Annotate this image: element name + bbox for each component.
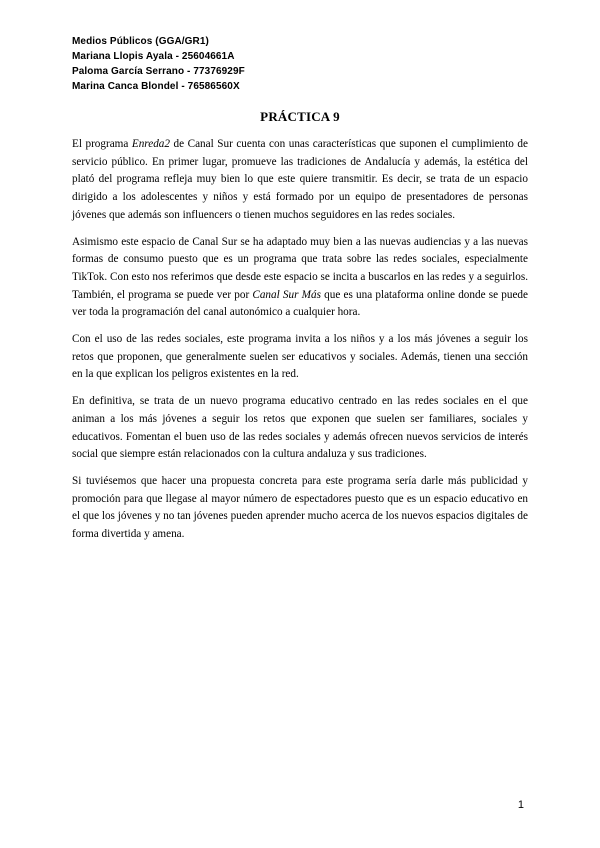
- course-line: Medios Públicos (GGA/GR1): [72, 36, 209, 47]
- author-line: Mariana Llopis Ayala - 25604661A: [72, 51, 235, 62]
- paragraph-text: de Canal Sur cuenta con unas características que suponen el cumplimiento de servicio público. En primer lugar, promueve las tradiciones de Andalucía y además, la estética del plató del programa refleja muy bien lo que este quiere transmitir. Es decir, se trata de un espacio dirigido a los adolescentes y niños y está formado por un equipo de presentadores de personas jóvenes que además son influencers o tienen muchos seguidores en las redes sociales.: [72, 138, 528, 221]
- author-header: [72, 34, 532, 94]
- paragraph: Con el uso de las redes sociales, este programa invita a los niños y a los más jóvenes a seguir los retos que proponen, que generalmente suelen ser educativos y sociales. Además, tienen una sección en la que explican los peligros existentes en la red.: [72, 333, 528, 381]
- page-title: PRÁCTICA 9: [260, 109, 340, 124]
- paragraph-text: Asimismo este espacio de Canal Sur se ha adaptado muy bien a las nuevas audiencias y a las nuevas formas de consumo puesto que es un programa que trata sobre las redes sociales, especialmente TikTok. Con esto nos referimos que desde este espacio se incita a buscarlos en las redes y a seguirlos. También, el programa se puede ver por: [72, 235, 528, 301]
- program-name: Enreda2: [131, 138, 170, 150]
- author-line: Paloma García Serrano - 77376929F: [72, 66, 245, 77]
- paragraph: En definitiva, se trata de un nuevo programa educativo centrado en las redes sociales en el que animan a los más jóvenes a seguir los retos que exponen que suelen ser familiares, sociales y educativos. Fomentan el buen uso de las redes sociales y además ofrecen nuevos servicios de interés social que siempre están relacionados con la cultura andaluza y sus tradiciones.: [72, 395, 528, 461]
- paragraph: [72, 136, 528, 225]
- platform-name: Canal Sur Más: [252, 288, 321, 301]
- paragraph: [72, 234, 528, 323]
- paragraph: Si tuviésemos que hacer una propuesta concreta para este programa sería darle más publicidad y promoción para que llegase al mayor número de espectadores puesto que es un espacio educativo en el que los jóvenes y no tan jóvenes pueden aprender mucho acerca de los nuevos espacios digitales de forma divertida y amena.: [72, 474, 528, 541]
- page-number: 1: [517, 799, 524, 811]
- document-body: [72, 136, 528, 553]
- paragraph-text: El programa: [72, 138, 132, 150]
- paragraph-text: que es una plataforma online donde se puede ver toda la programación del canal autonómico a cualquier hora.: [72, 288, 528, 319]
- author-line: Marina Canca Blondel - 76586560X: [72, 81, 240, 92]
